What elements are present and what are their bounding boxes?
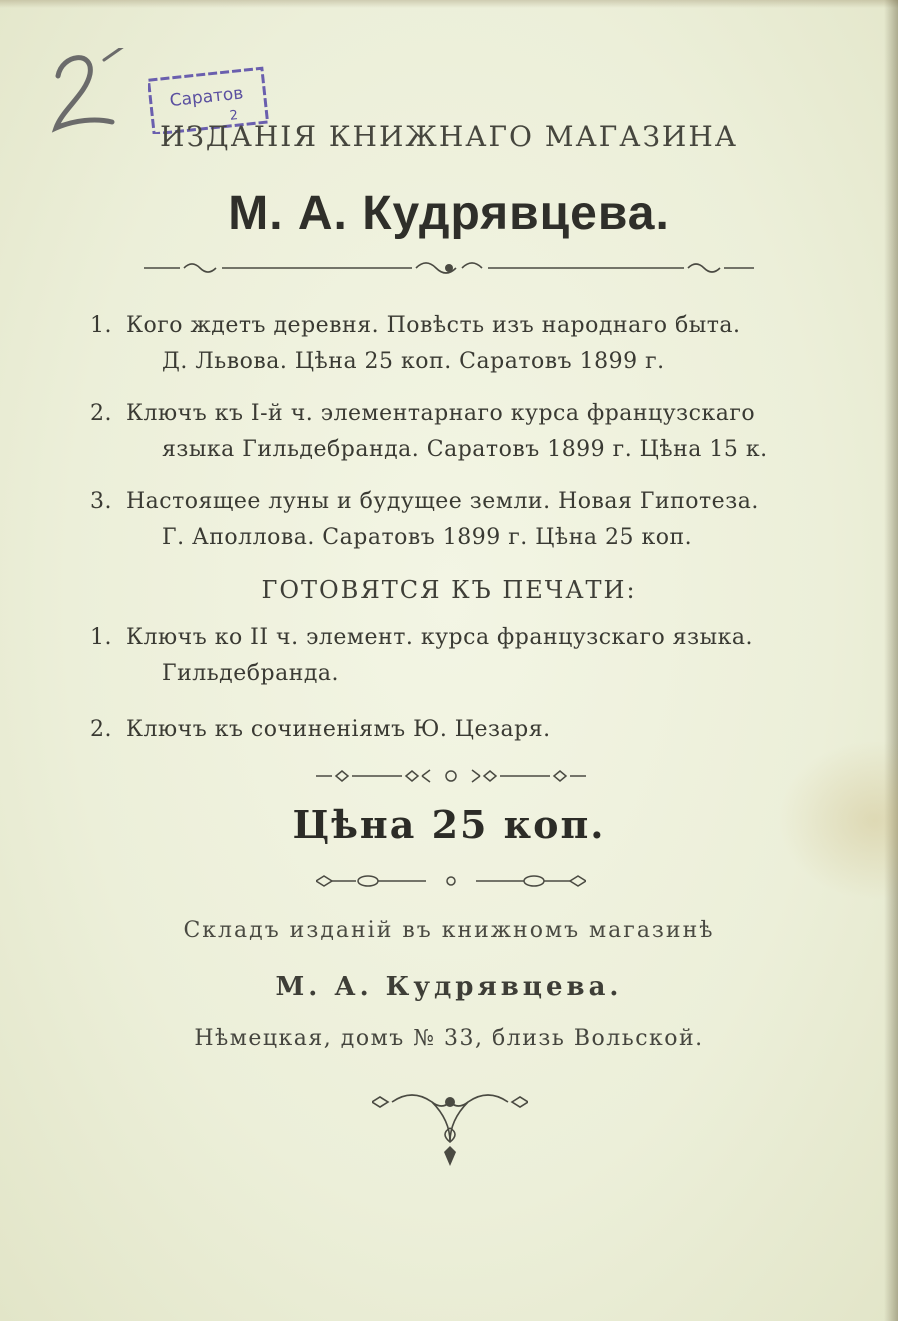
list-item bbox=[90, 712, 830, 748]
stamp-text: Саратов bbox=[168, 83, 245, 112]
item-number: 3. bbox=[90, 489, 112, 514]
price-label: Цѣна 25 коп. bbox=[292, 802, 606, 847]
list-item bbox=[90, 308, 830, 380]
store-address: Нѣмецкая, домъ № 33, близь Вольской. bbox=[194, 1026, 704, 1051]
item-title: Ключъ ко II ч. элемент. курса французскаго языка. bbox=[126, 625, 753, 650]
ornament-divider-lower bbox=[316, 872, 586, 890]
item-number: 1. bbox=[90, 625, 112, 650]
item-details: Гильдебранда. bbox=[162, 661, 340, 686]
paper-edge-top bbox=[0, 0, 898, 8]
item-details: языка Гильдебранда. Саратовъ 1899 г. Цѣна 15 к. bbox=[162, 437, 768, 462]
item-number: 2. bbox=[90, 401, 112, 426]
store-line-1: Складъ изданій въ книжномъ магазинѣ bbox=[183, 918, 715, 943]
item-title: Настоящее луны и будущее земли. Новая Гипотеза. bbox=[126, 489, 759, 514]
stamp-number: 2 bbox=[228, 108, 239, 124]
item-number: 2. bbox=[90, 717, 112, 742]
ornament-divider-middle bbox=[316, 766, 586, 786]
fleuron-ornament bbox=[372, 1082, 528, 1174]
list-item bbox=[90, 396, 830, 468]
item-details: Д. Львова. Цѣна 25 коп. Саратовъ 1899 г. bbox=[162, 349, 665, 374]
item-title: Ключъ къ I-й ч. элементарнаго курса французскаго bbox=[126, 401, 756, 426]
publisher-name: М. А. Кудрявцева. bbox=[228, 187, 670, 240]
store-name: М. А. Кудрявцева. bbox=[275, 972, 623, 1002]
item-number: 1. bbox=[90, 313, 112, 338]
item-details: Г. Аполлова. Саратовъ 1899 г. Цѣна 25 коп. bbox=[162, 525, 693, 550]
item-title: Кого ждетъ деревня. Повѣсть изъ народнаго быта. bbox=[126, 313, 741, 338]
forthcoming-heading: ГОТОВЯТСЯ КЪ ПЕЧАТИ: bbox=[261, 576, 637, 604]
header-title-line: ИЗДАНІЯ КНИЖНАГО МАГАЗИНА bbox=[160, 120, 738, 153]
list-item bbox=[90, 484, 830, 556]
item-title: Ключъ къ сочиненіямъ Ю. Цезаря. bbox=[126, 717, 551, 742]
ornament-divider-top bbox=[144, 258, 754, 278]
list-item bbox=[90, 620, 830, 692]
